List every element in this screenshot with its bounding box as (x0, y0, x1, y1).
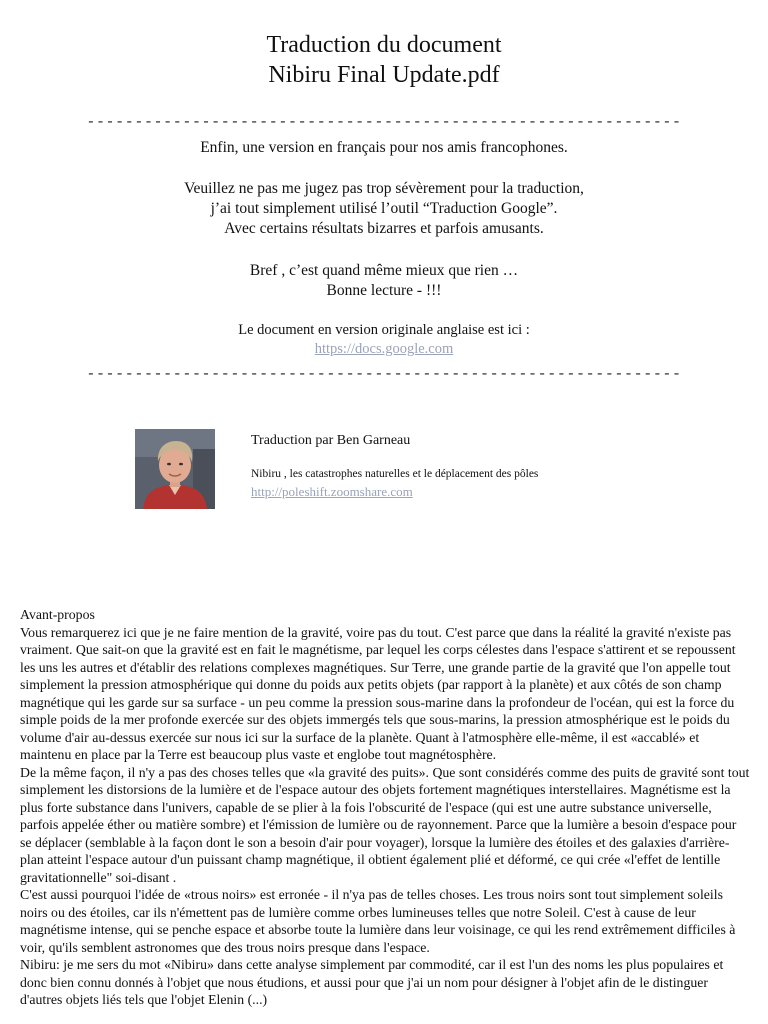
body-text (20, 606, 750, 1009)
paragraph: Nibiru: je me sers du mot «Nibiru» dans cette analyse simplement par commodité, car il est l'un des noms les plus populaires et donc bien connu donnés à l'objet que nous étudions, et aussi pour que j'ai un nom pour désigner à l'objet afin de le distinguer d'autres objets liés tels que l'objet Elenin (...) (20, 957, 724, 1007)
section-heading: Avant-propos (20, 607, 95, 622)
document-title (0, 30, 768, 90)
intro-line-5: Bref , c’est quand même mieux que rien … (249, 262, 519, 279)
original-doc-link-wrap (0, 340, 768, 358)
paragraph: De la même façon, il n'y a pas des choses telles que «la gravité des puits». Que sont considérés comme des puits de gravité sont tout simplement les distorsions de la lumière et de l'espace autour des objets fortement magnétiques interstellaires. Magnétisme est la plus forte substance dans l'univers, capable de se plier à la fois l'obscurité de l'espace (qui est une autre substance universelle, parfois appelée éther ou matière sombre) et l'émission de lumière ou de rayonnement. Parce que la lumière a besoin d'espace pour se déplacer (semblable à la façon dont le son a besoin d'air pour voyager), lorsque la lumière des étoiles et des galaxies d'arrière-plan atteint l'espace autour d'un puissant champ magnétique, il obtient également plié et déformé, ce qui crée «l'effet de lentille gravitationnelle" soi-disant . (20, 764, 750, 885)
intro-line-2: Veuillez ne pas me jugez pas trop sévèrement pour la traduction, (184, 180, 584, 197)
intro-line-6: Bonne lecture - !!! (326, 282, 442, 299)
paragraph: C'est aussi pourquoi l'idée de «trous noirs» est erronée - il n'ya pas de telles choses. Les trous noirs sont tout simplement soleils noirs ou des étoiles, car ils n'émettent pas de lumière comme orbes lumineuses telles que notre Soleil. C'est à cause de leur magnétisme intense, qui se penche espace et absorbe toute la lumière dans leur voisinage, ce qui les rend extrêmement difficiles à voir, qu'ils semblent astronomes que des trous noirs presque dans l'espace. (20, 887, 736, 955)
credit-link-wrap (251, 483, 413, 501)
credit-subtitle: Nibiru , les catastrophes naturelles et le déplacement des pôles (251, 468, 539, 480)
intro-line-1: Enfin, une version en français pour nos amis francophones. (200, 139, 568, 156)
portrait-image (135, 429, 215, 509)
original-doc-link[interactable]: https://docs.google.com (314, 341, 454, 357)
credit-link[interactable]: http://poleshift.zoomshare.com (251, 484, 413, 499)
translator-credit: Traduction par Ben Garneau (251, 433, 411, 448)
separator-top: -------------------------------------------------------------- (86, 114, 682, 131)
separator-bottom: -------------------------------------------------------------- (86, 366, 682, 383)
original-doc-label: Le document en version originale anglaise est ici : (238, 322, 530, 338)
intro-line-3: j’ai tout simplement utilisé l’outil “Traduction Google”. (210, 200, 558, 217)
title-line-2: Nibiru Final Update.pdf (268, 62, 500, 88)
intro-line-4: Avec certains résultats bizarres et parfois amusants. (224, 220, 544, 237)
paragraph: Vous remarquerez ici que je ne faire mention de la gravité, voire pas du tout. C'est parce que dans la réalité la gravité n'existe pas vraiment. Que sait-on que la gravité est en fait le magnétisme, par lequel les corps célestes dans l'espace s'attirent et se repoussent les uns les autres et d'établir des relations complexes magnétiques. Sur Terre, une grande partie de la gravité que l'on appelle tout simplement la pression atmosphérique qui donne du poids aux petits objets (par rapport à la planète) et aux côtés de son champ magnétique qui les garde sur sa surface - un peu comme la pression sous-marine dans la profondeur de l'océan, qui est la force du simple poids de la mer profonde exercée sur des objets immergés tels que sous-marins, la pression atmosphérique est le poids du volume d'air au-dessus exercée sur nous ici sur la surface de la planète. Quant à l'atmosphère elle-même, il est «accablé» et maintenu en place par la Terre est beaucoup plus vaste et englobe tout magnétosphère. (20, 624, 736, 762)
translator-photo (135, 429, 215, 509)
title-line-1: Traduction du document (266, 32, 502, 58)
